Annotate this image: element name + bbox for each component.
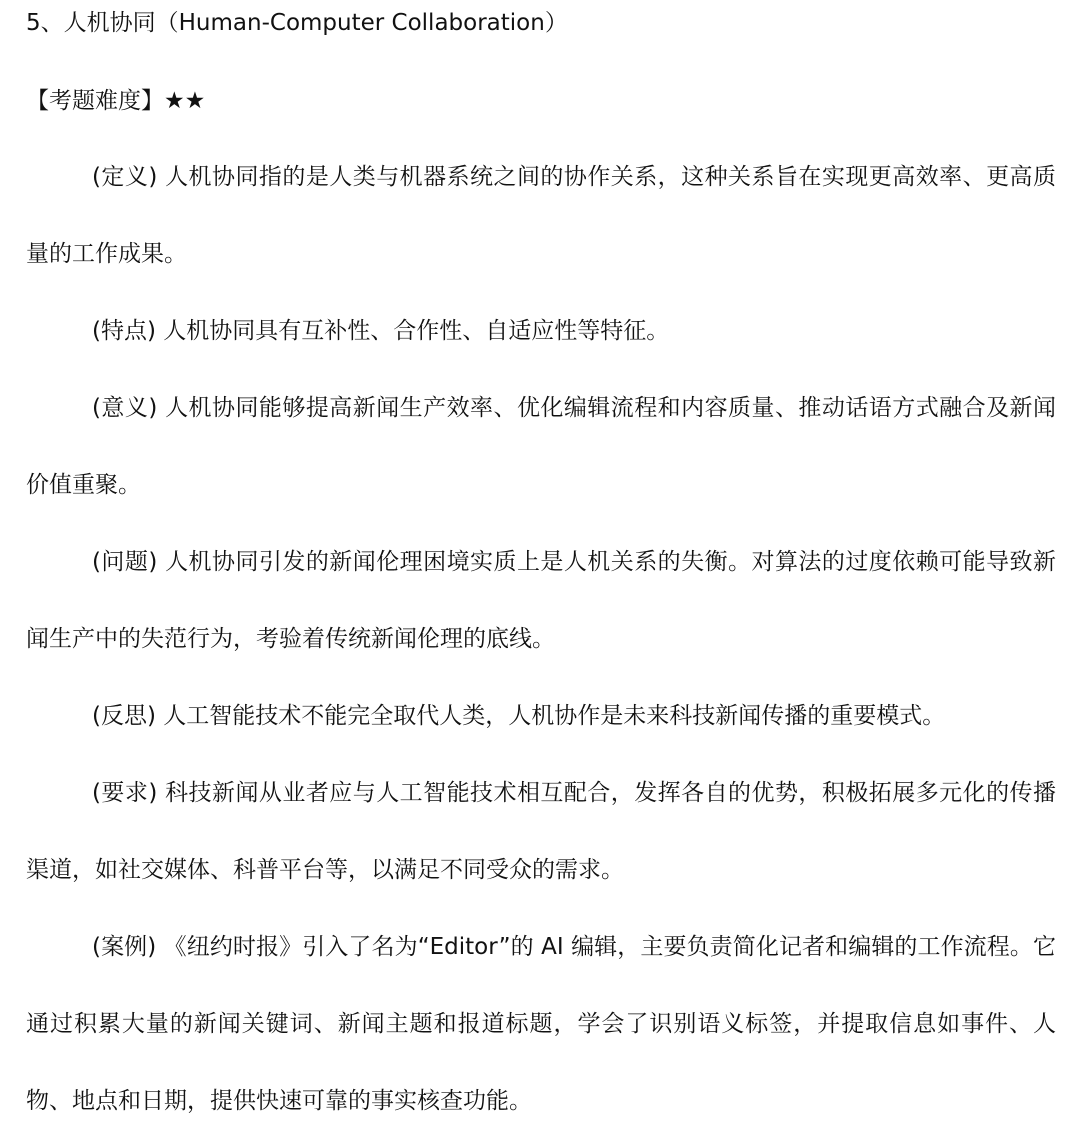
paragraph-features: (特点) 人机协同具有互补性、合作性、自适应性等特征。 <box>92 318 670 344</box>
paragraph-significance: (意义) 人机协同能够提高新闻生产效率、优化编辑流程和内容质量、推动话语方式融合及新闻价值重聚。 <box>26 395 1056 498</box>
section-title: 5、人机协同（Human-Computer Collaboration） <box>26 10 568 36</box>
paragraph-definition: (定义) 人机协同指的是人类与机器系统之间的协作关系，这种关系旨在实现更高效率、更高质量的工作成果。 <box>26 164 1056 267</box>
paragraph-problems: (问题) 人机协同引发的新闻伦理困境实质上是人机关系的失衡。对算法的过度依赖可能导致新闻生产中的失范行为，考验着传统新闻伦理的底线。 <box>26 549 1056 652</box>
paragraph-reflection: (反思) 人工智能技术不能完全取代人类，人机协作是未来科技新闻传播的重要模式。 <box>92 703 946 729</box>
difficulty-rating: 【考题难度】★★ <box>26 88 206 114</box>
paragraph-case: (案例) 《纽约时报》引入了名为“Editor”的 AI 编辑，主要负责简化记者和编辑的工作流程。它通过积累大量的新闻关键词、新闻主题和报道标题，学会了识别语义标签，并提取信息如事件、人物、地点和日期，提供快速可靠的事实核查功能。 <box>26 934 1056 1114</box>
paragraph-requirements: (要求) 科技新闻从业者应与人工智能技术相互配合，发挥各自的优势，积极拓展多元化的传播渠道，如社交媒体、科普平台等，以满足不同受众的需求。 <box>26 780 1056 883</box>
